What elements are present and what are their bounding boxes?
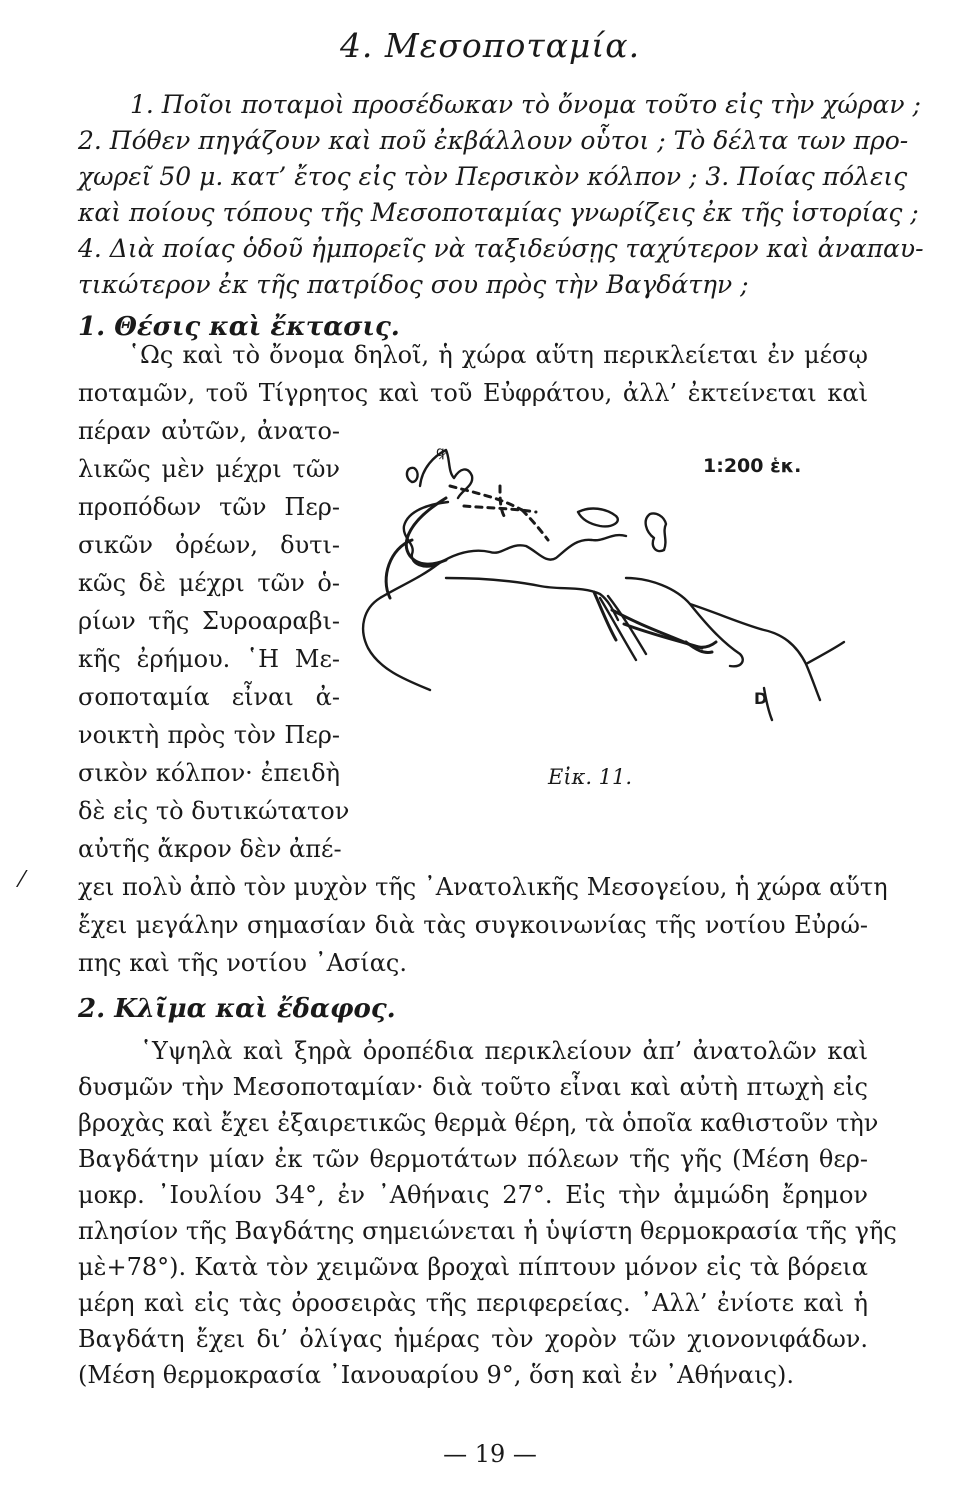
chapter-title: 4. Μεσοποταμία. bbox=[339, 26, 641, 65]
text-line: βροχὰς καὶ ἔχει ἐξαιρετικῶς θερμὰ θέρη, τὰ ὁποῖα καθιστοῦν τὴν bbox=[78, 1109, 879, 1137]
dotted-route-italy bbox=[522, 510, 548, 540]
question-line: 4. Διὰ ποίας ὁδοῦ ἠμπορεῖς νὰ ταξιδεύσῃς ταχύτερον καὶ ἀναπαυ- bbox=[78, 234, 924, 263]
arabia-coast bbox=[626, 578, 743, 666]
text-line: αὐτῆς ἄκρον δὲν ἀπέ- bbox=[78, 835, 342, 863]
question-line: χωρεῖ 50 μ. κατ’ ἔτος εἰς τὸν Περσικὸν κόλπον ; 3. Ποίας πόλεις bbox=[78, 162, 908, 191]
question-line: 1. Ποῖοι ποταμοὶ προσέδωκαν τὸ ὄνομα τοῦτο εἰς τὴν χώραν ; bbox=[130, 90, 921, 119]
dotted-route-central bbox=[464, 506, 536, 512]
dotted-route-north bbox=[450, 486, 522, 510]
map-mark-north: ꝙ bbox=[436, 444, 447, 460]
text-line: δυσμῶν τὴν Μεσοποταμίαν· διὰ τοῦτο εἶναι καὶ αὐτὴ πτωχὴ εἰς bbox=[78, 1073, 868, 1101]
text-line: νοικτὴ πρὸς τὸν Περ- bbox=[78, 721, 340, 749]
text-line: μὲ+78°). Κατὰ τὸν χειμῶνα βροχαὶ πίπτουν μόνον εἰς τὰ βόρεια bbox=[78, 1253, 868, 1281]
question-line: τικώτερον ἐκ τῆς πατρίδος σου πρὸς τὴν Βαγδάτην ; bbox=[78, 270, 749, 299]
map-mark-d: D bbox=[754, 689, 768, 708]
text-line: κῶς δὲ μέχρι τῶν ὁ- bbox=[78, 569, 340, 597]
map-scale-label: 1:200 ἑκ. bbox=[703, 455, 802, 477]
mediterranean-north-shore bbox=[438, 535, 626, 564]
text-line: πλησίον τῆς Βαγδάτης σημειώνεται ἡ ὑψίστη θερμοκρασία τῆς γῆς bbox=[78, 1217, 897, 1245]
india-coast bbox=[806, 642, 844, 664]
route-map-figure bbox=[350, 428, 860, 758]
section-heading: 2. Κλῖμα καὶ ἔδαφος. bbox=[78, 994, 396, 1024]
text-line: ἔχει μεγάλην σημασίαν διὰ τὰς συγκοινωνίας τῆς νοτίου Εὐρώ- bbox=[78, 911, 868, 939]
text-line: δὲ εἰς τὸ δυτικώτατον bbox=[78, 797, 350, 825]
route-map-drawing bbox=[350, 428, 860, 758]
margin-mark: ⁄ bbox=[20, 868, 24, 893]
text-line: σοποταμία εἶναι ἀ- bbox=[78, 683, 340, 711]
text-line: πέραν αὐτῶν, ἀνατο- bbox=[78, 417, 340, 445]
africa-north-coast bbox=[446, 578, 618, 620]
text-line: σικῶν ὀρέων, δυτι- bbox=[78, 531, 340, 559]
text-line: Βαγδάτην μίαν ἐκ τῶν θερμοτάτων πόλεων τῆς γῆς (Μέση θερ- bbox=[78, 1145, 868, 1173]
british-isles bbox=[407, 468, 418, 482]
text-line: μέρη καὶ εἰς τὰς ὀροσειρὰς τῆς περιφερείας. ᾿Αλλ’ ἐνίοτε καὶ ἡ bbox=[78, 1289, 868, 1317]
africa-west-coast bbox=[363, 564, 438, 690]
text-line: χει πολὺ ἀπὸ τὸν μυχὸν τῆς ᾿Ανατολικῆς Μεσογείου, ἡ χώρα αὕτη bbox=[78, 873, 888, 901]
caspian-sea bbox=[646, 513, 666, 551]
text-line: ρίων τῆς Συροαραβι- bbox=[78, 607, 340, 635]
section-heading: 1. Θέσις καὶ ἔκτασις. bbox=[78, 312, 400, 342]
page-number: — 19 — bbox=[443, 1440, 537, 1468]
figure-caption: Εἰκ. 11. bbox=[548, 765, 633, 789]
text-line: πης καὶ τῆς νοτίου ᾿Ασίας. bbox=[78, 949, 407, 977]
text-line: μοκρ. ᾿Ιουλίου 34°, ἐν ᾿Αθήναις 27°. Εἰς τὴν ἀμμώδη ἔρημον bbox=[78, 1181, 868, 1209]
text-line: ῾Υψηλὰ καὶ ξηρὰ ὀροπέδια περικλείουν ἀπ’ ἀνατολῶν καὶ bbox=[140, 1037, 868, 1065]
text-line: κῆς ἐρήμου. ῾Η Με- bbox=[78, 645, 340, 673]
text-line: ῾Ως καὶ τὸ ὄνομα δηλοῖ, ἡ χώρα αὕτη περικλείεται ἐν μέσῳ bbox=[128, 341, 868, 369]
text-line: λικῶς μὲν μέχρι τῶν bbox=[78, 455, 340, 483]
question-line: 2. Πόθεν πηγάζουν καὶ ποῦ ἐκβάλλουν οὗτοι ; Τὸ δέλτα των προ- bbox=[78, 126, 909, 155]
text-line: σικὸν κόλπον· ἐπειδὴ bbox=[78, 759, 340, 787]
text-line: προπόδων τῶν Περ- bbox=[78, 493, 340, 521]
text-line: ποταμῶν, τοῦ Τίγρητος καὶ τοῦ Εὐφράτου, ἀλλ’ ἐκτείνεται καὶ bbox=[78, 379, 868, 407]
text-line: (Μέση θερμοκρασία ᾿Ιανουαρίου 9°, ὅση καὶ ἐν ᾿Αθήναις). bbox=[78, 1361, 794, 1389]
question-line: καὶ ποίους τόπους τῆς Μεσοποταμίας γνωρίζεις ἐκ τῆς ἱστορίας ; bbox=[78, 198, 919, 227]
text-line: Βαγδάτη ἔχει δι’ ὀλίγας ἡμέρας τὸν χορὸν τῶν χιονονιφάδων. bbox=[78, 1325, 868, 1353]
black-sea bbox=[578, 509, 618, 527]
